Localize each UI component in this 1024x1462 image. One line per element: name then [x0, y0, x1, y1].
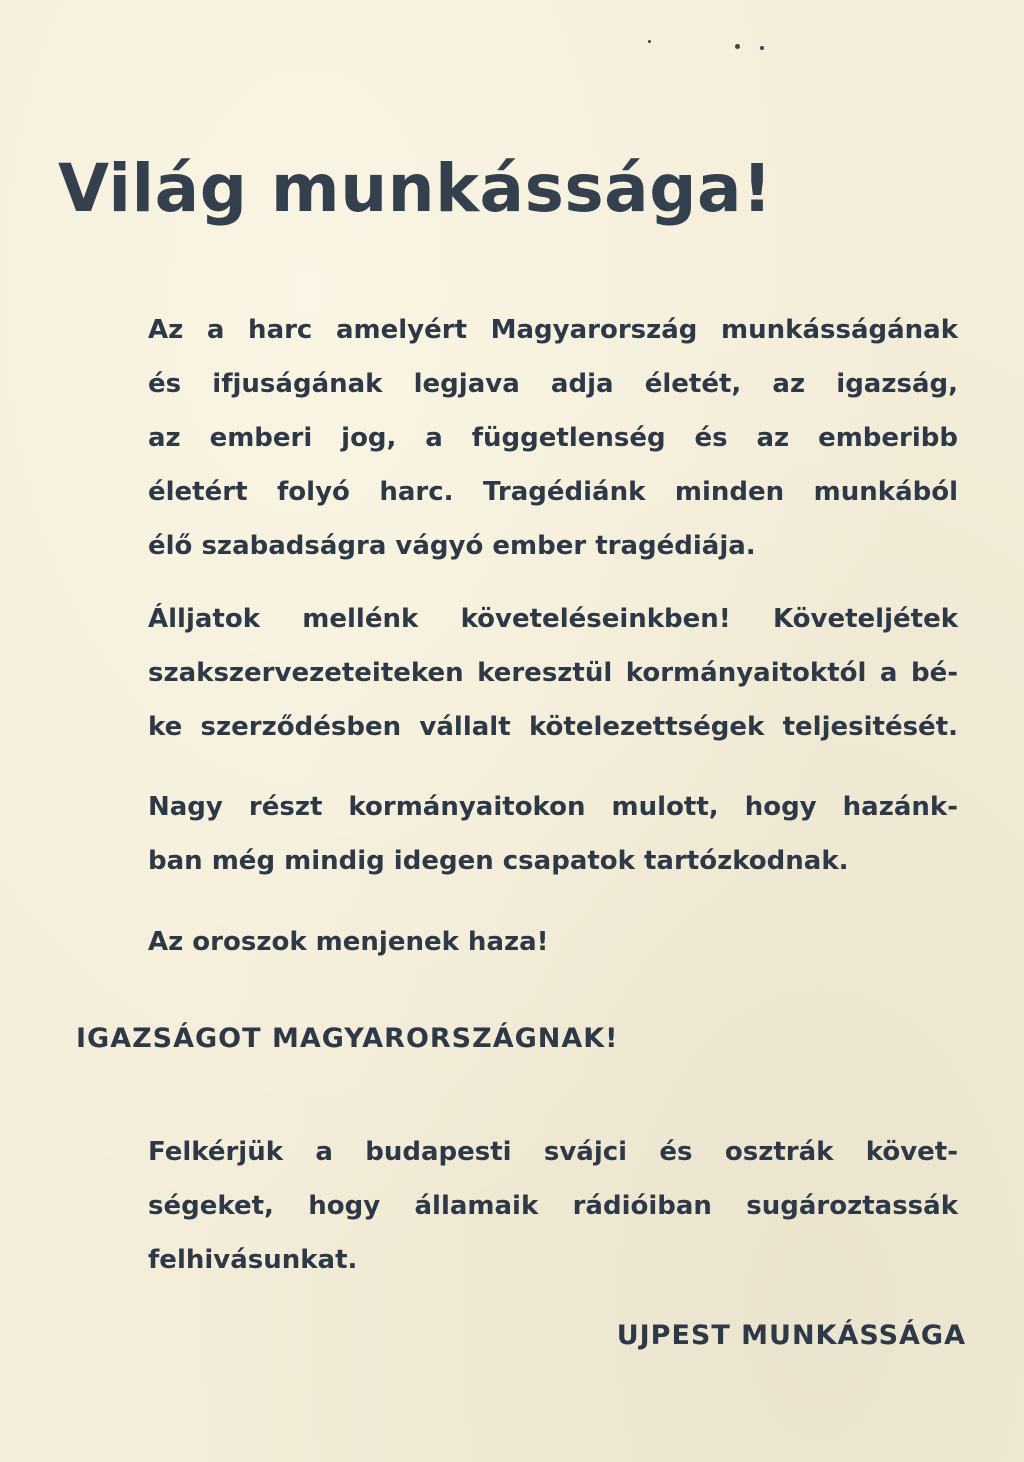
text-line: az emberi jog, a függetlenség és az emberibb: [148, 423, 958, 453]
slogan-heading: IGAZSÁGOT MAGYARORSZÁGNAK!: [76, 1023, 619, 1054]
paragraph-struggle: [148, 303, 958, 573]
paragraph-demands: [148, 592, 958, 754]
text-line: élő szabadságra vágyó ember tragédiája.: [148, 531, 756, 561]
text-line: Az oroszok menjenek haza!: [148, 927, 549, 957]
paragraph-russians: [148, 915, 958, 969]
text-line: Az a harc amelyért Magyarország munkásságának: [148, 315, 958, 345]
text-line: ban még mindig idegen csapatok tartózkodnak.: [148, 846, 849, 876]
paragraph-governments: [148, 780, 958, 888]
text-line: ségeket, hogy államaik rádióiban sugároztassák: [148, 1191, 958, 1221]
text-line: életért folyó harc. Tragédiánk minden munkából: [148, 477, 958, 507]
text-line: Nagy részt kormányaitokon mulott, hogy hazánk-: [148, 792, 958, 822]
text-line: ke szerződésben vállalt kötelezettségek teljesitését.: [148, 712, 958, 742]
text-line: szakszervezeteiteken keresztül kormányaitoktól a bé-: [148, 658, 958, 688]
text-line: és ifjuságának legjava adja életét, az igazság,: [148, 369, 958, 399]
signature: UJPEST MUNKÁSSÁGA: [616, 1320, 966, 1351]
ink-speck: [648, 40, 651, 43]
text-line: Álljatok mellénk követeléseinkben! Követeljétek: [148, 604, 958, 634]
text-line: Felkérjük a budapesti svájci és osztrák követ-: [148, 1137, 958, 1167]
text-line: felhivásunkat.: [148, 1245, 358, 1275]
ink-speck: [735, 44, 740, 49]
leaflet-title: Világ munkássága!: [58, 150, 773, 227]
paragraph-request: [148, 1125, 958, 1287]
ink-speck: [760, 46, 764, 50]
